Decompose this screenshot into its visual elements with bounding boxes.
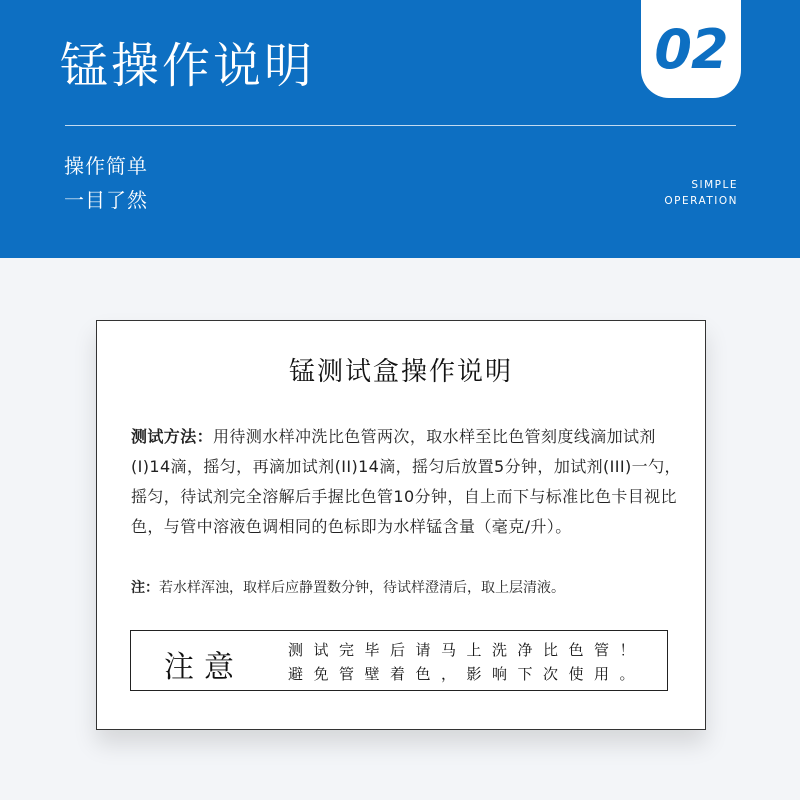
step-number-badge — [641, 0, 741, 98]
instruction-card — [96, 320, 706, 730]
page-title: 锰操作说明 — [60, 38, 316, 94]
note-label: 注： — [131, 580, 159, 596]
note-text: 若水样浑浊，取样后应静置数分钟，待试样澄清后，取上层清液。 — [159, 580, 565, 596]
english-caption — [664, 177, 738, 209]
header-banner — [0, 0, 800, 258]
english-caption-line-2: OPERATION — [664, 195, 738, 207]
note-paragraph — [131, 577, 681, 599]
method-label: 测试方法： — [131, 427, 214, 446]
card-title: 锰测试盒操作说明 — [288, 357, 513, 387]
step-number: 02 — [654, 17, 728, 81]
warning-line-2: 避免管壁着色，影响下次使用。 — [288, 665, 646, 683]
subtitle-line-1: 操作简单 — [64, 154, 148, 178]
method-text: 用待测水样冲洗比色管两次，取水样至比色管刻度线滴加试剂(I)14滴，摇匀，再滴加试剂(II)14滴，摇匀后放置5分钟，加试剂(III)一勺，摇匀，待试剂完全溶解后手握比色管10分钟，自上而下与标准比色卡目视比色，与管中溶液色调相同的色标即为水样锰含量（毫克/升）。 — [131, 427, 681, 536]
english-caption-line-1: SIMPLE — [691, 179, 738, 191]
header-divider — [65, 125, 736, 126]
warning-label: 注意 — [164, 650, 244, 685]
subtitle-line-2: 一目了然 — [64, 188, 148, 212]
warning-box — [130, 630, 668, 691]
method-paragraph — [131, 422, 681, 542]
warning-line-1: 测试完毕后请马上洗净比色管！ — [288, 641, 646, 659]
